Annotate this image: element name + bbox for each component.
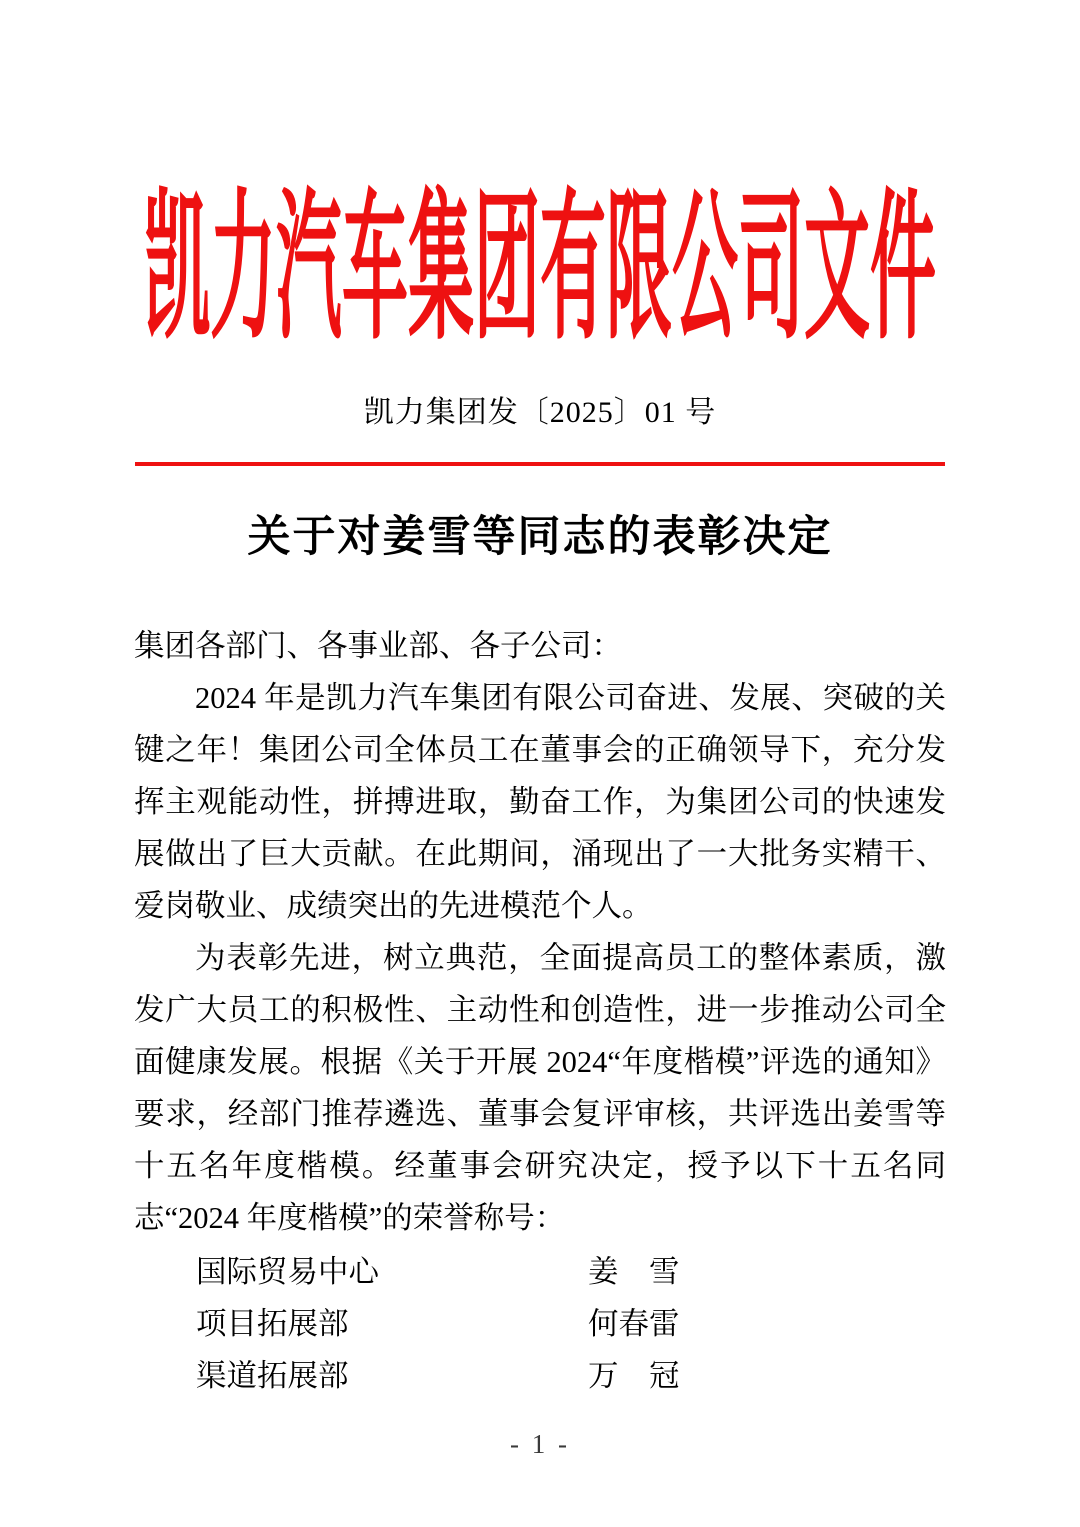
award-recipient-name: 何春雷 [588,1307,680,1341]
salutation: 集团各部门、各事业部、各子公司： [134,629,622,663]
red-header-banner [0,158,1080,360]
award-recipient-name: 姜 雪 [588,1255,680,1289]
award-list-row [134,1350,946,1402]
award-list-row [134,1246,946,1298]
document-body [134,620,946,1402]
award-recipient-name: 万 冠 [588,1359,680,1393]
body-paragraph-1: 2024 年是凯力汽车集团有限公司奋进、发展、突破的关键之年！集团公司全体员工在董事会的正确领导下，充分发挥主观能动性，拼搏进取，勤奋工作，为集团公司的快速发展做出了巨大贡献。在此期间，涌现出了一大批务实精干、爱岗敬业、成绩突出的先进模范个人。 [134,681,946,923]
award-list-row [134,1298,946,1350]
doc-number: 凯力集团发〔2025〕01 号 [363,396,717,429]
document-title: 关于对姜雪等同志的表彰决定 [247,513,833,561]
award-list [134,1246,946,1402]
page-number: - 1 - [510,1429,570,1459]
red-divider-line [135,462,945,466]
award-department: 国际贸易中心 [196,1255,379,1289]
company-header-title: 凯力汽车集团有限公司文件 [144,180,936,360]
award-department: 项目拓展部 [196,1307,349,1341]
body-paragraph-2: 为表彰先进，树立典范，全面提高员工的整体素质，激发广大员工的积极性、主动性和创造性，进一步推动公司全面健康发展。根据《关于开展 2024“年度楷模”评选的通知》要求，经部门推荐遴选、董事会复评审核，共评选出姜雪等十五名年度楷模。经董事会研究决定，授予以下十五名同志“2024 年度楷模”的荣誉称号： [134,941,946,1235]
award-department: 渠道拓展部 [196,1359,349,1393]
